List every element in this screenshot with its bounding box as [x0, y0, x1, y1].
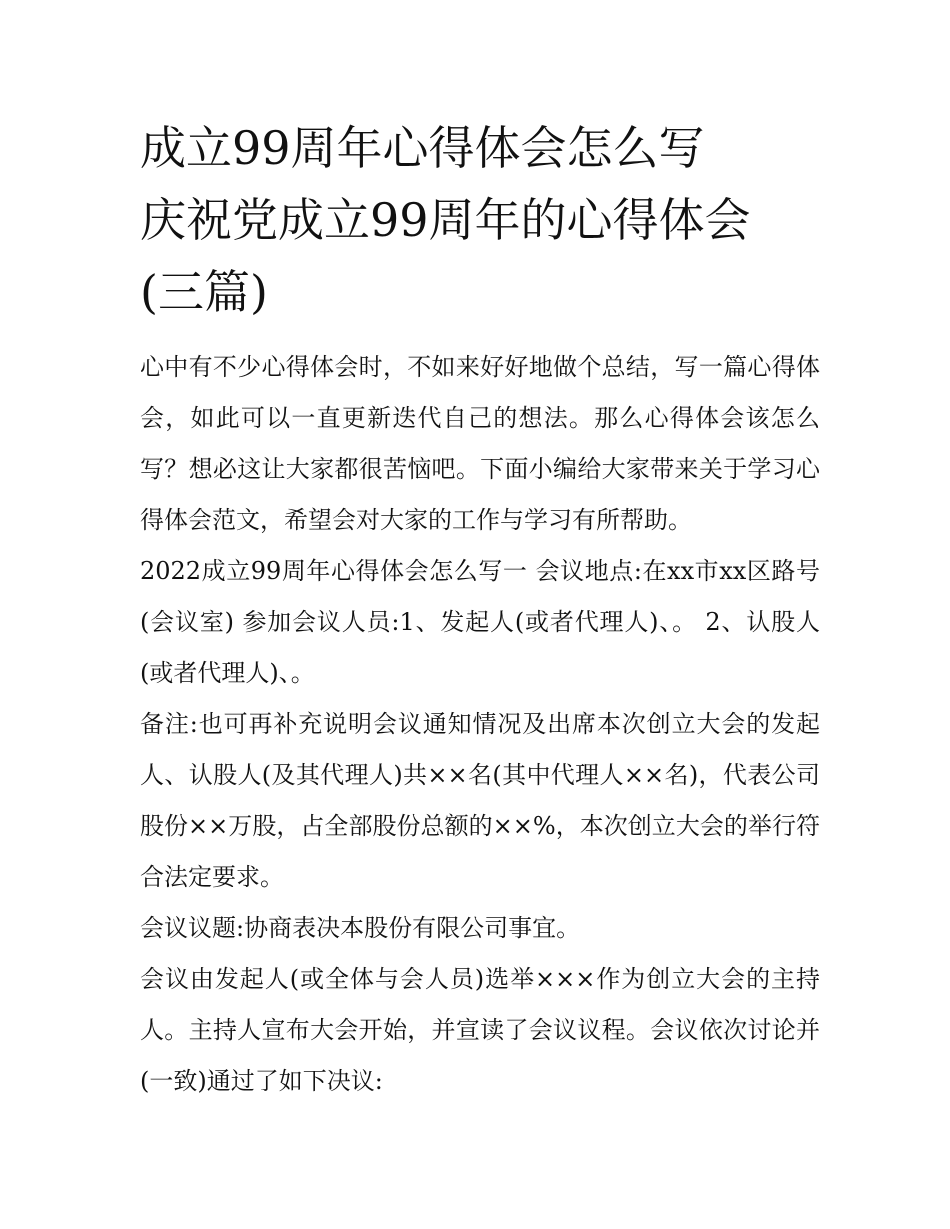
document-page — [140, 112, 820, 1107]
document-title — [140, 112, 820, 328]
remarks-paragraph: 备注:也可再补充说明会议通知情况及出席本次创立大会的发起人、认股人(及其代理人)共××名(其中代理人××名)，代表公司股份××万股，占全部股份总额的××%，本次创立大会的举行符合法定要求。 — [140, 710, 820, 891]
resolution-paragraph: 会议由发起人(或全体与会人员)选举×××作为创立大会的主持人。主持人宣布大会开始，并宣读了会议议程。会议依次讨论并(一致)通过了如下决议: — [140, 965, 820, 1095]
meeting-info-paragraph: 2022成立99周年心得体会怎么写一 会议地点:在xx市xx区路号(会议室) 参加会议人员:1、发起人(或者代理人)、。 2、认股人(或者代理人)、。 — [140, 557, 820, 687]
agenda-paragraph: 会议议题:协商表决本股份有限公司事宜。 — [140, 914, 581, 942]
title-line-2: 庆祝党成立99周年的心得体会 — [140, 193, 751, 247]
title-line-1: 成立99周年心得体会怎么写 — [140, 121, 705, 175]
document-body — [140, 342, 820, 1107]
title-line-3: (三篇) — [140, 265, 268, 319]
intro-paragraph: 心中有不少心得体会时，不如来好好地做个总结，写一篇心得体会，如此可以一直更新迭代自己的想法。那么心得体会该怎么写？想必这让大家都很苦恼吧。下面小编给大家带来关于学习心得体会范文，希望会对大家的工作与学习有所帮助。 — [140, 353, 820, 534]
